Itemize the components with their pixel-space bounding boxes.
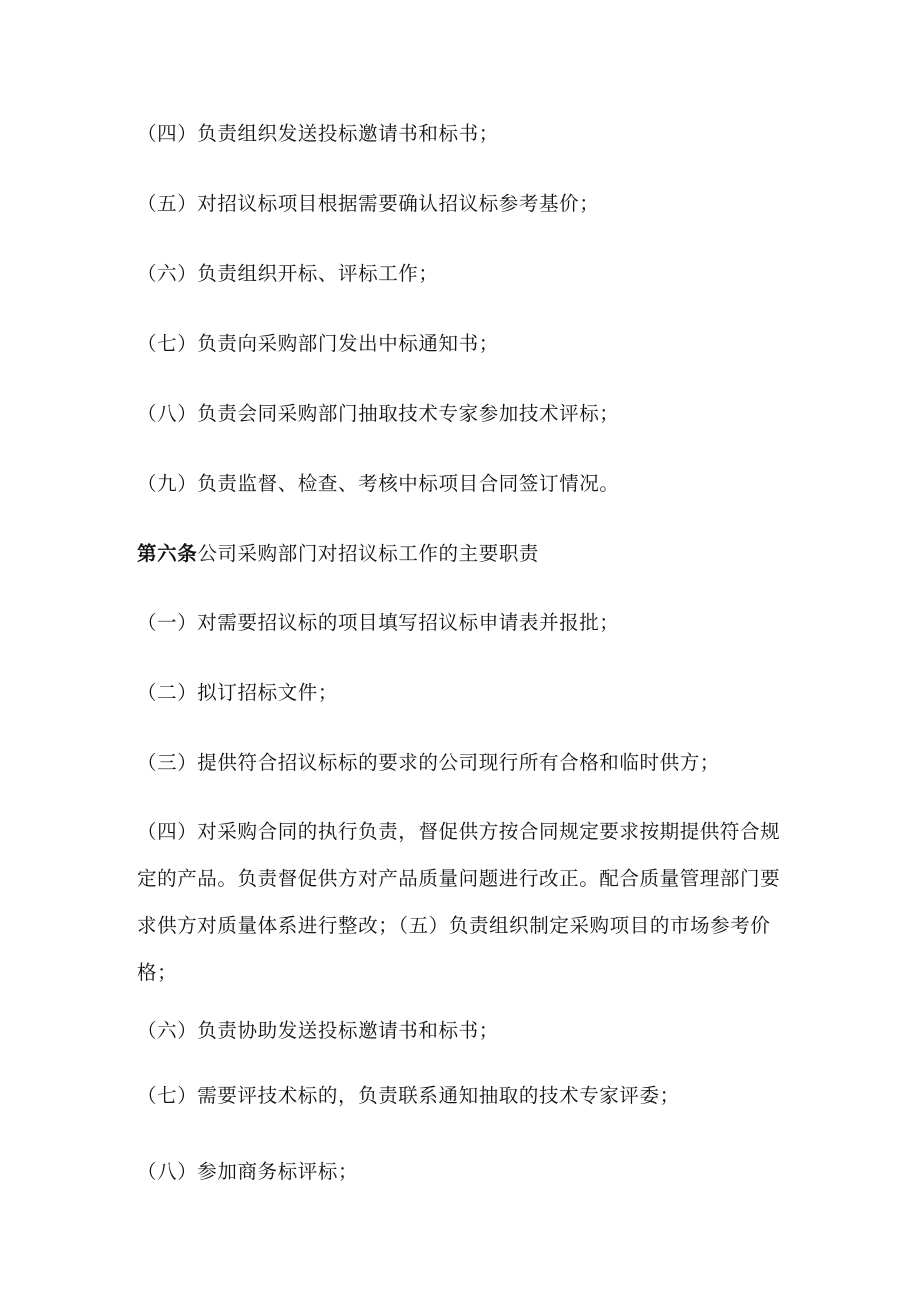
list-item: （五）对招议标项目根据需要确认招议标参考基价； [137,192,600,215]
list-item: （七）负责向采购部门发出中标通知书； [137,332,499,355]
list-item: （六）负责组织开标、评标工作； [137,262,439,285]
list-item: （一）对需要招议标的项目填写招议标申请表并报批； [137,611,620,634]
list-item: （八）参加商务标评标； [137,1160,359,1183]
list-item: （九）负责监督、检查、考核中标项目合同签订情况。 [137,472,620,495]
article-title: 公司采购部门对招议标工作的主要职责 [197,542,540,565]
article-label: 第六条 [137,542,198,565]
article-heading [137,542,797,566]
list-item: （二）拟订招标文件； [137,681,339,704]
list-item: （八）负责会同采购部门抽取技术专家参加技术评标； [137,402,620,425]
list-item: （四）负责组织发送投标邀请书和标书； [137,122,499,145]
paragraph: （四）对采购合同的执行负责，督促供方按合同规定要求按期提供符合规定的产品。负责督促供方对产品质量问题进行改正。配合质量管理部门要求供方对质量体系进行整改；（五）负责组织制定采购项目的市场参考价格； [137,820,781,984]
list-item: （三）提供符合招议标标的要求的公司现行所有合格和临时供方； [137,751,720,774]
list-item: （六）负责协助发送投标邀请书和标书； [137,1019,499,1042]
list-item: （七）需要评技术标的，负责联系通知抽取的技术专家评委； [137,1084,680,1107]
